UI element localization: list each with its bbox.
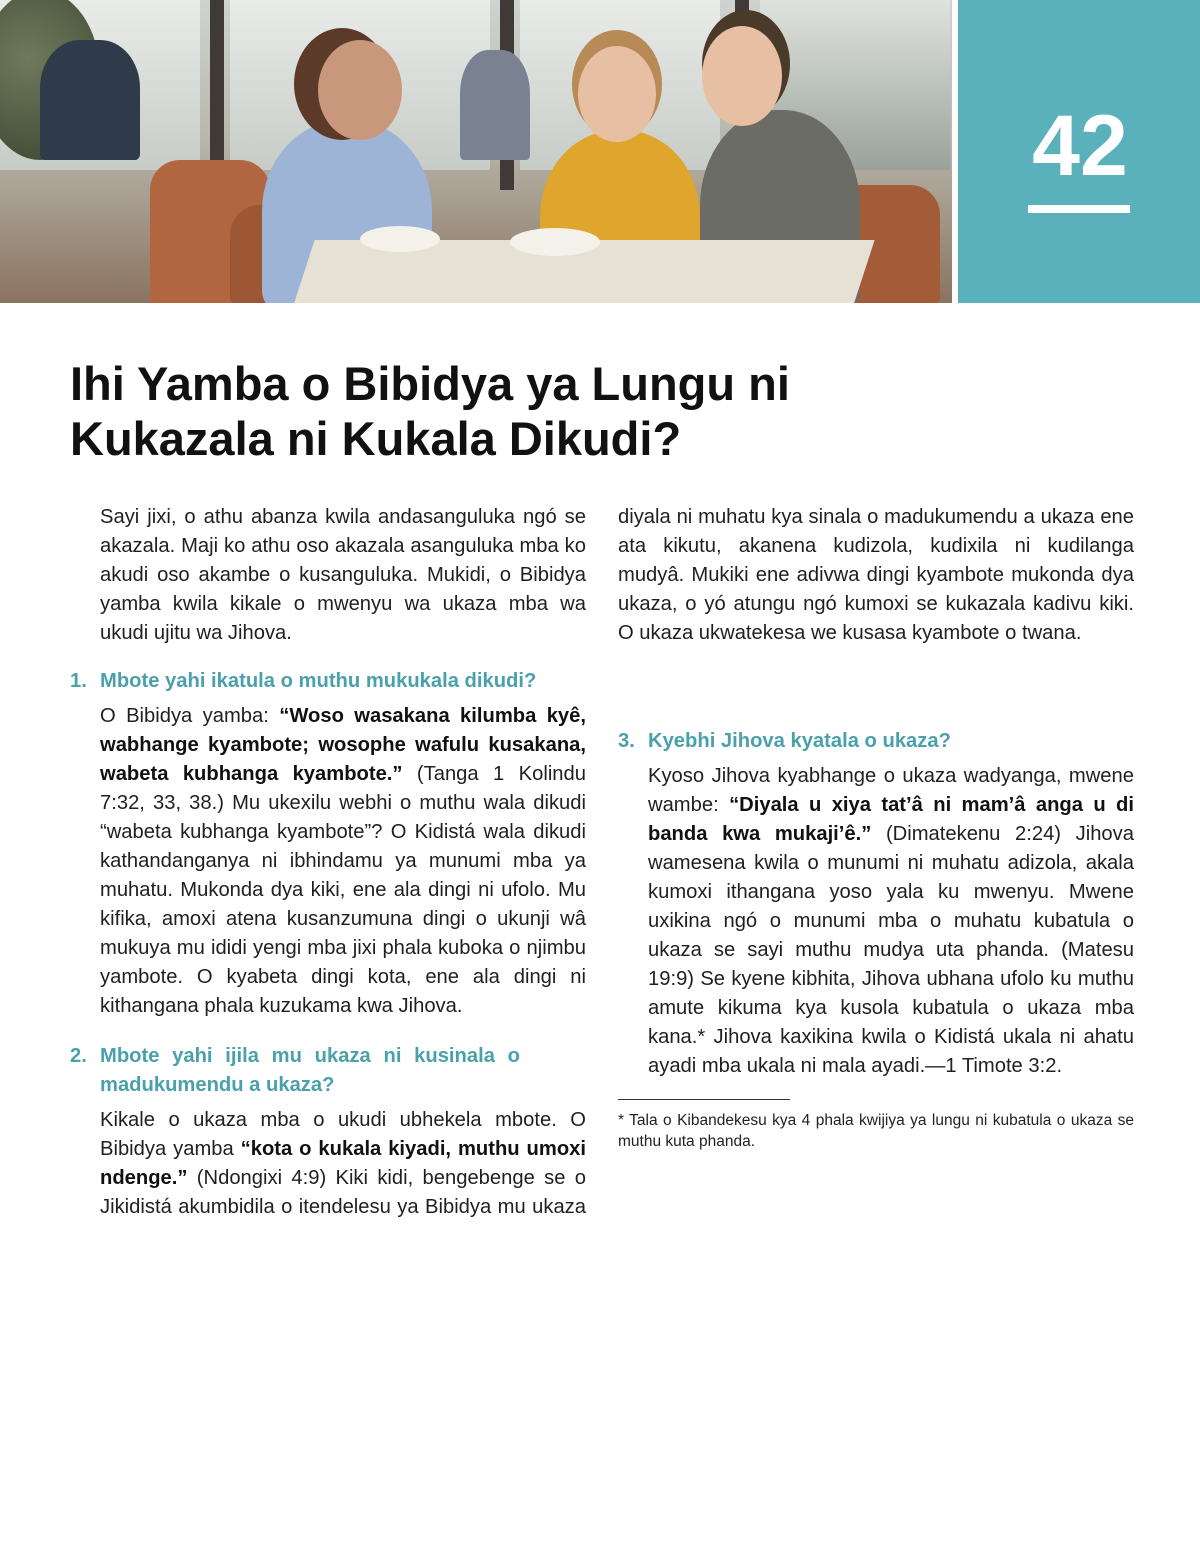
answer-3-post: (Dimatekenu 2:24) Jihova wamesena kwila o munumi ni muhatu adizola, akala kumoxi ithangana yoso yala ku mwenyu. Mwene uxikina ngó o munumi mba o muhatu kubatula o ukaza se sayi muthu mudya uta phanda. (Matesu 19:9) Se kyene kibhita, Jihova ubhana ufolo ku muthu amute kikuma kya kusola kubatula o ukaza mba kana.* Jihova kaxikina kwila o Kidistá ukala ni ahatu ayadi mba ukala ni mala ayadi.—1 Timote 3:2.	[648, 823, 1134, 1077]
left-column	[70, 503, 586, 1222]
answer-2-continuation-clip	[618, 503, 1134, 706]
question-2-heading	[70, 1042, 520, 1100]
answer-1-post: (Tanga 1 Kolindu 7:32, 33, 38.) Mu ukexilu webhi o muthu wala dikudi “wabeta kubhanga kyambote”? O Kidistá wala dikudi kathandanganya ni ibhindamu ya munumi mba ya muhatu. Mukonda dya kiki, ene ala dingi ni ufolo. Mu kifika, amoxi atena kusanzumuna dingi o ukunji wâ mukuya mu ididi yengi mba jixi phala kuboka o njimbu yambote. O kyabeta dingi kota, ene ala dingi ni kithangana phala kuzukama kwa Jihova.	[100, 763, 586, 1017]
question-1-heading	[70, 667, 586, 696]
question-3-number: 3.	[618, 730, 635, 752]
answer-3-pre: Kyoso Jihova kyabhange o ukaza wadyanga, mwene wambe:	[648, 765, 1134, 816]
answer-1-quote: “Woso wasakana kilumba kyê, wabhange kyambote; wosophe wafulu kusakana, wabeta kubhanga kyambote.”	[100, 705, 586, 785]
page-title-line2: Kukazala ni Kukala Dikudi?	[70, 412, 682, 465]
page-title-line1: Ihi Yamba o Bibidya ya Lungu ni	[70, 357, 790, 410]
answer-2-post-cont: diyala ni muhatu kya sinala o madukumendu a ukaza ene ata kikutu, akanena kudizola, kudixila ni kudilanga mudyâ. Mukiki ene adivwa dingi kyambote mukonda dya ukaza, o yó atungu ngó kumoxi se kukazala kadivu kiki. O ukaza ukwatekesa we kusasa kyambote o twana.	[618, 506, 1134, 644]
answer-3-quote: “Diyala u xiya tat’â ni mam’â anga u di banda kwa mukaji’ê.”	[648, 794, 1134, 845]
footnote-rule	[618, 1099, 790, 1100]
chapter-number: 42	[1032, 98, 1128, 194]
question-3-heading	[618, 727, 1134, 756]
answer-2-paragraph-part2	[618, 503, 1134, 648]
answer-3-paragraph	[618, 762, 1134, 1081]
question-1-number: 1.	[70, 670, 87, 692]
right-column	[618, 503, 1134, 1152]
answer-2-post: (Ndongixi 4:9) Kiki kidi, bengebenge se o Jikidistá akumbidila o itendelesu ya Bibidya mu ukaza	[100, 1167, 586, 1218]
question-2-text: Mbote yahi ijila mu ukaza ni kusinala o madukumendu a ukaza?	[100, 1045, 520, 1096]
question-1-text: Mbote yahi ikatula o muthu mukukala dikudi?	[100, 670, 537, 692]
answer-1-pre: O Bibidya yamba:	[100, 705, 280, 727]
answer-1-paragraph	[70, 702, 586, 1021]
intro-paragraph: Sayi jixi, o athu abanza kwila andasanguluka ngó se akazala. Maji ko athu oso akazala asanguluka mba ko akudi oso akambe o kusanguluka. Mukidi, o Bibidya yamba kwila kikale o mwenyu wa ukaza mba wa ukudi ujitu wa Jihova.	[100, 506, 586, 644]
chapter-underline	[1028, 205, 1130, 213]
page-title	[70, 356, 910, 466]
answer-2-pre: Kikale o ukaza mba o ukudi ubhekela mbote. O Bibidya yamba	[100, 1109, 586, 1160]
answer-2-paragraph-part1	[70, 1106, 586, 1222]
header-photo	[0, 0, 952, 303]
question-2-number: 2.	[70, 1045, 87, 1067]
footnote: * Tala o Kibandekesu kya 4 phala kwijiya ya lungu ni kubatula o ukaza se muthu kuta phanda.	[618, 1112, 1134, 1150]
question-3-text: Kyebhi Jihova kyatala o ukaza?	[648, 730, 951, 752]
answer-2-quote: “kota o kukala kiyadi, muthu umoxi ndenge.”	[100, 1138, 586, 1189]
